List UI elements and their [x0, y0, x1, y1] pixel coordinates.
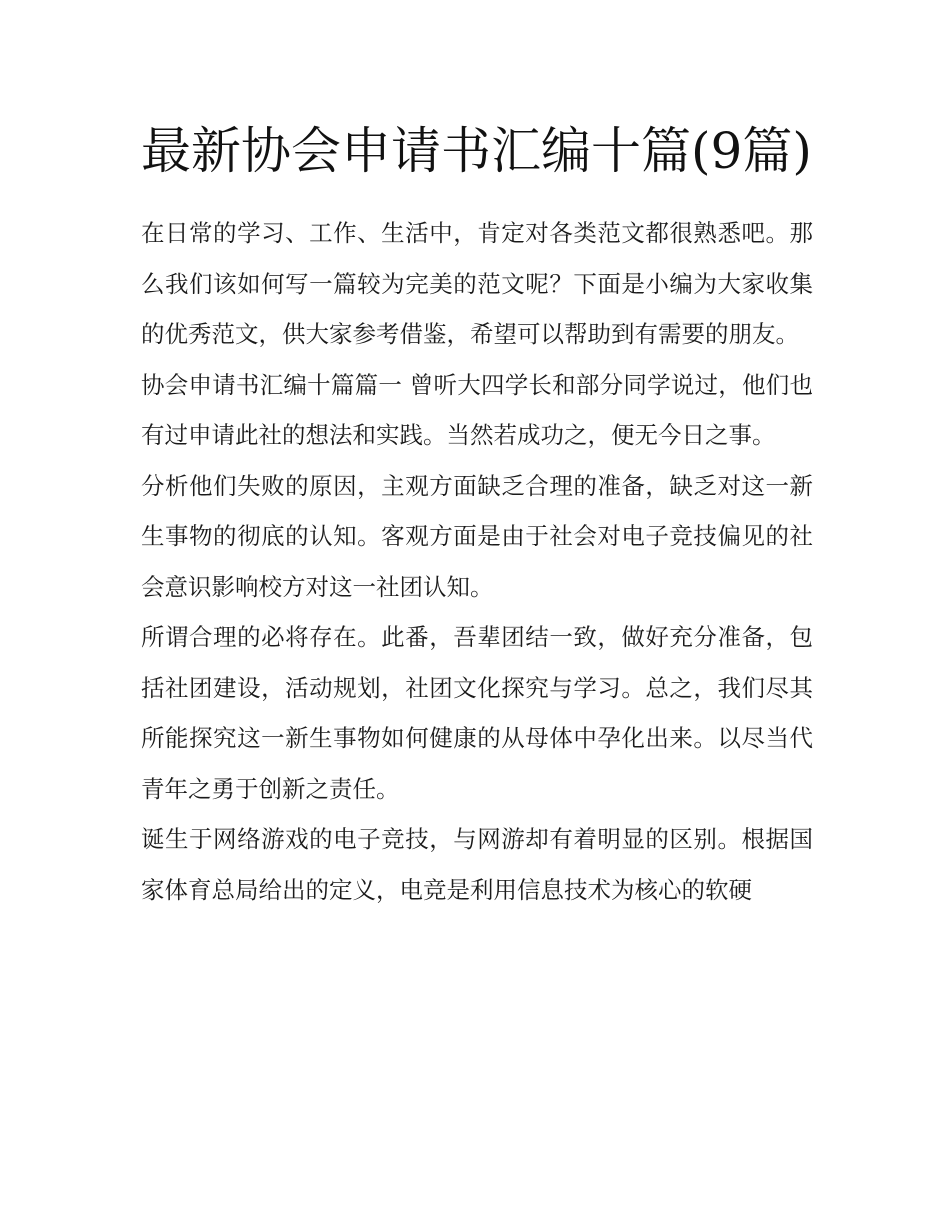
paragraph-2: 分析他们失败的原因，主观方面缺乏合理的准备，缺乏对这一新生事物的彻底的认知。客观方面是由于社会对电子竞技偏见的社会意识影响校方对这一社团认知。 [141, 471, 813, 601]
paragraph-3: 所谓合理的必将存在。此番，吾辈团结一致，做好充分准备，包括社团建设，活动规划，社团文化探究与学习。总之，我们尽其所能探究这一新生事物如何健康的从母体中孕化出来。以尽当代青年之勇于创新之责任。 [141, 623, 813, 803]
document-body [141, 112, 813, 915]
paragraph-intro: 在日常的学习、工作、生活中，肯定对各类范文都很熟悉吧。那么我们该如何写一篇较为完美的范文呢？下面是小编为大家收集的优秀范文，供大家参考借鉴，希望可以帮助到有需要的朋友。 [141, 219, 813, 348]
document-title: 最新协会申请书汇编十篇(9篇) [141, 122, 812, 180]
paragraph-1: 协会申请书汇编十篇篇一 曾听大四学长和部分同学说过，他们也有过申请此社的想法和实践。当然若成功之，便无今日之事。 [141, 370, 813, 449]
paragraph-4: 诞生于网络游戏的电子竞技，与网游却有着明显的区别。根据国家体育总局给出的定义，电竞是利用信息技术为核心的软硬 [141, 825, 813, 904]
